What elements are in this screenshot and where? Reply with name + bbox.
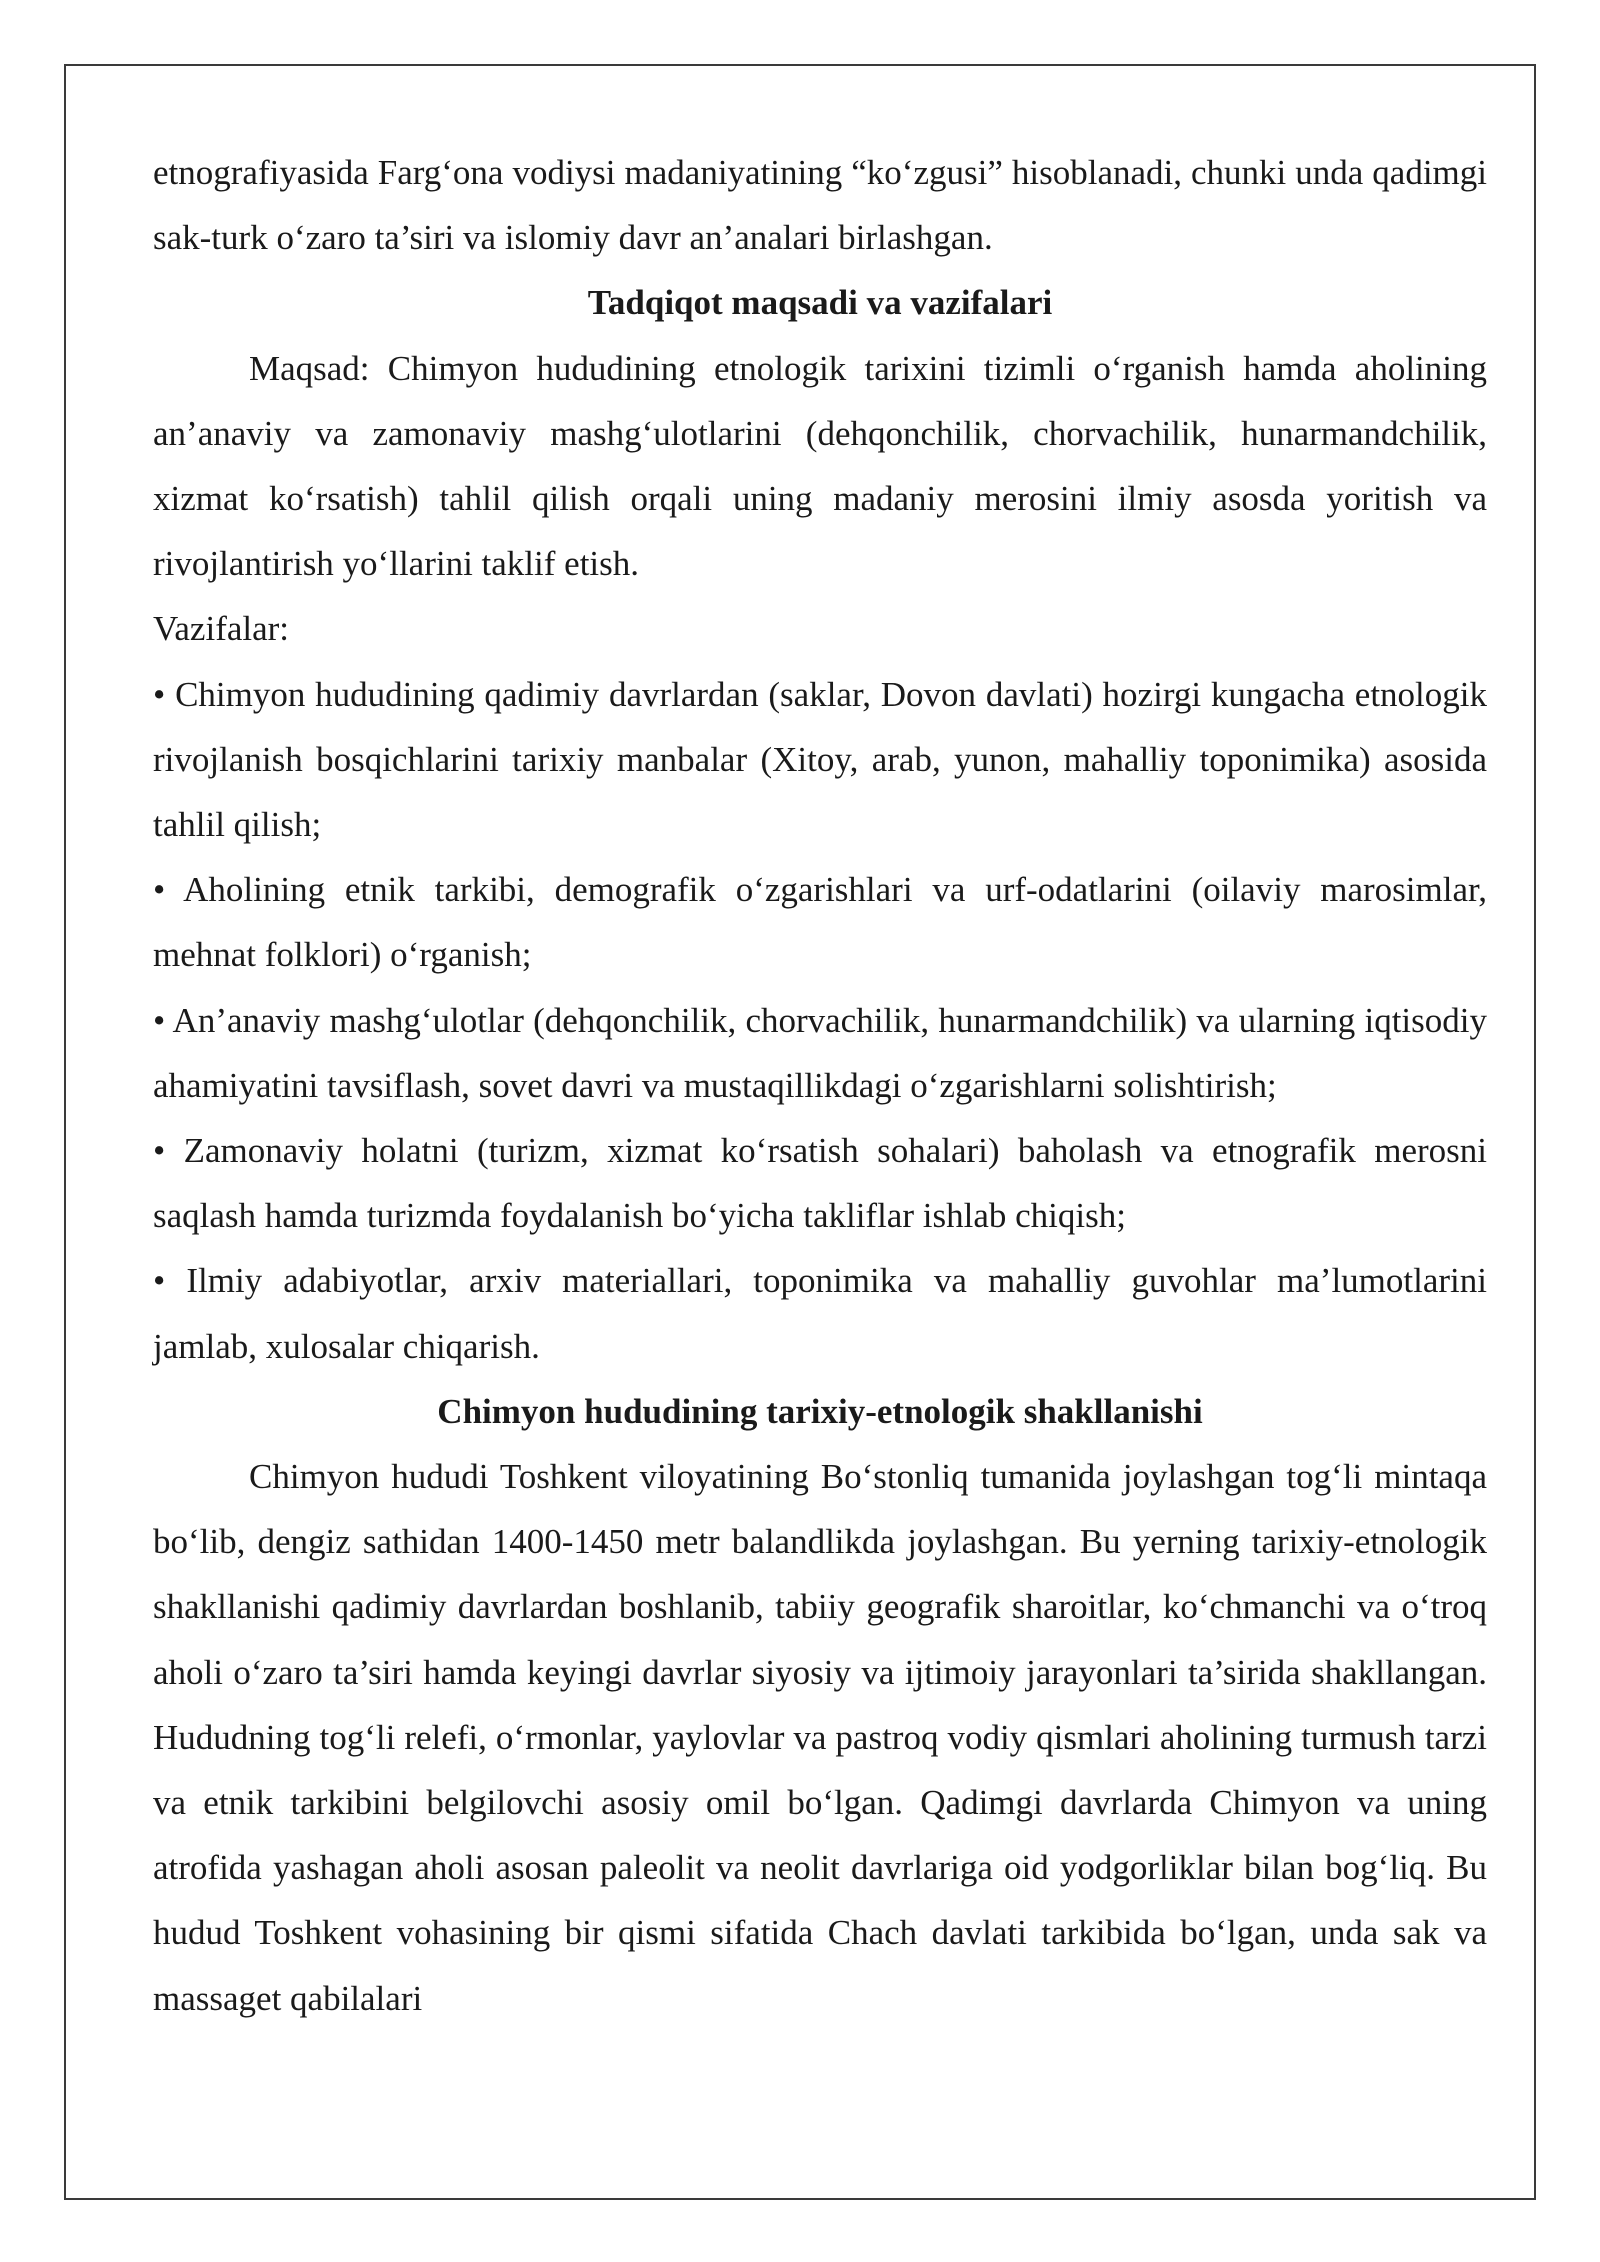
goal-paragraph: Maqsad: Chimyon hududining etnologik tarixini tizimli o‘rganish hamda aholining an’anaviy va zamonaviy mashg‘ulotlarini (dehqonchilik, chorvachilik, hunarmandchilik, xizmat ko‘rsatish) tahlil qilish orqali uning madaniy merosini ilmiy asosda yoritish va rivojlantirish yo‘llarini taklif etish. bbox=[153, 348, 1487, 584]
task-item-1: • Chimyon hududining qadimiy davrlardan (saklar, Dovon davlati) hozirgi kungacha etnologik rivojlanish bosqichlarini tarixiy manbalar (Xitoy, arab, yunon, mahalliy toponimika) asosida tahlil qilish; bbox=[153, 674, 1487, 845]
task-item-5: • Ilmiy adabiyotlar, arxiv materiallari, toponimika va mahalliy guvohlar ma’lumotlarini jamlab, xulosalar chiqarish. bbox=[153, 1261, 1487, 1366]
section-heading-goals: Tadqiqot maqsadi va vazifalari bbox=[587, 283, 1053, 323]
intro-continuation-paragraph: etnografiyasida Farg‘ona vodiysi madaniyatining “ko‘zgusi” hisoblanadi, chunki unda qadimgi sak-turk o‘zaro ta’siri va islomiy davr an’analari birlashgan. bbox=[153, 153, 1487, 258]
history-paragraph: Chimyon hududi Toshkent viloyatining Bo‘stonliq tumanida joylashgan tog‘li mintaqa bo‘lib, dengiz sathidan 1400-1450 metr balandlikda joylashgan. Bu yerning tarixiy-etnologik shakllanishi qadimiy davrlardan boshlanib, tabiiy geografik sharoitlar, ko‘chmanchi va o‘troq aholi o‘zaro ta’siri hamda keyingi davrlar siyosiy va ijtimoiy jarayonlari ta’sirida shakllangan. Hududning tog‘li relefi, o‘rmonlar, yaylovlar va pastroq vodiy qismlari aholining turmush tarzi va etnik tarkibini belgilovchi asosiy omil bo‘lgan. Qadimgi davrlarda Chimyon va uning atrofida yashagan aholi asosan paleolit va neolit davrlariga oid yodgorliklar bilan bog‘liq. Bu hudud Toshkent vohasining bir qismi sifatida Chach davlati tarkibida bo‘lgan, unda sak va massaget qabilalari bbox=[153, 1457, 1487, 2018]
task-item-4: • Zamonaviy holatni (turizm, xizmat ko‘rsatish sohalari) baholash va etnografik merosni saqlash hamda turizmda foydalanish bo‘yicha takliflar ishlab chiqish; bbox=[153, 1131, 1487, 1236]
task-item-2: • Aholining etnik tarkibi, demografik o‘zgarishlari va urf-odatlarini (oilaviy marosimlar, mehnat folklori) o‘rganish; bbox=[153, 870, 1487, 975]
tasks-label: Vazifalar: bbox=[153, 609, 290, 649]
document-body bbox=[153, 140, 1487, 2031]
section-heading-history: Chimyon hududining tarixiy-etnologik shakllanishi bbox=[437, 1391, 1203, 1431]
task-item-3: • An’anaviy mashg‘ulotlar (dehqonchilik, chorvachilik, hunarmandchilik) va ularning iqtisodiy ahamiyatini tavsiflash, sovet davri va mustaqillikdagi o‘zgarishlarni solishtirish; bbox=[153, 1000, 1487, 1105]
